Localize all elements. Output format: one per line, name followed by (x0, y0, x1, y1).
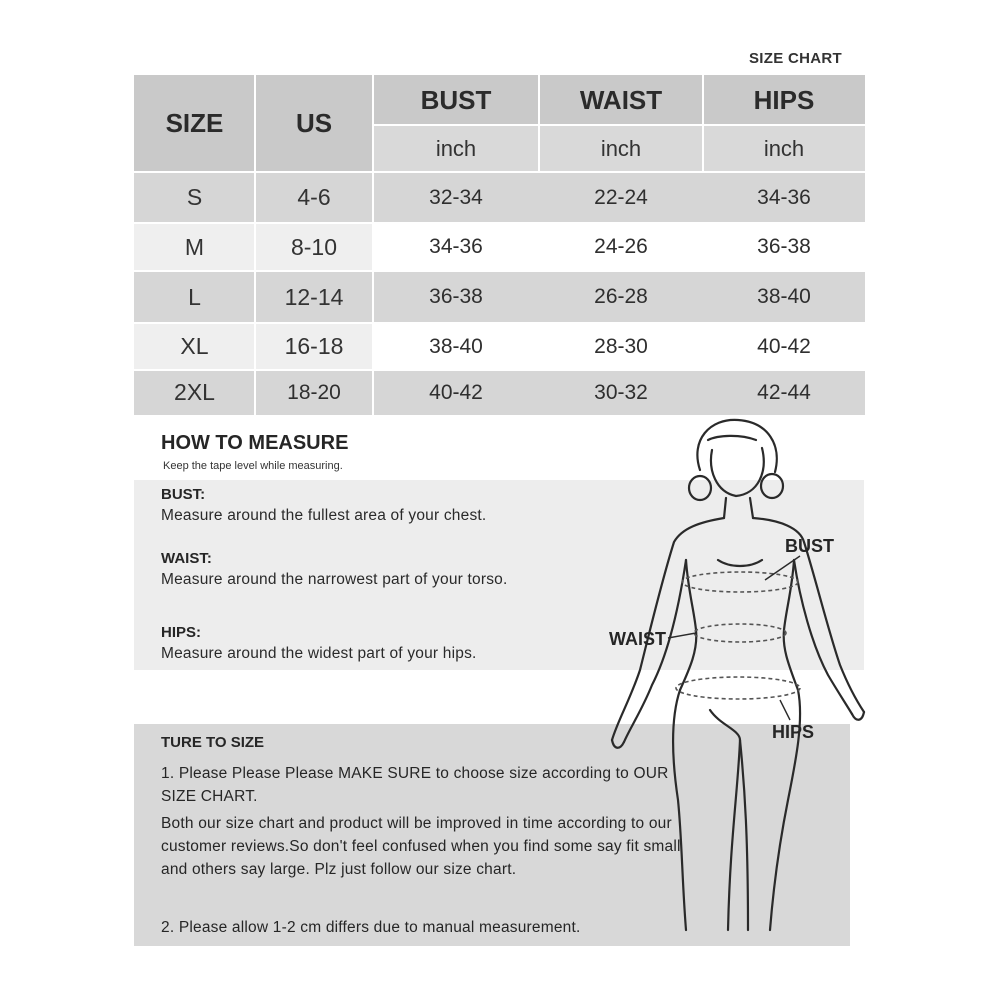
grid-line (134, 222, 865, 224)
header-size: SIZE (134, 75, 255, 172)
cell-us: 16-18 (255, 323, 373, 370)
grid-line (254, 75, 256, 415)
figure-bust-label: BUST (785, 536, 834, 556)
cell-waist: 26-28 (539, 271, 703, 323)
header-waist: WAIST (539, 75, 703, 125)
true-to-size-note-2: Both our size chart and product will be improved in time according to our customer reviews.So don't feel confused when you find some say fit small and others say large. Plz just follow our size chart. (161, 815, 681, 878)
cell-bust: 34-36 (373, 223, 539, 271)
size-chart-label: SIZE CHART (749, 50, 842, 67)
cell-us: 12-14 (255, 271, 373, 323)
cell-bust: 32-34 (373, 172, 539, 223)
grid-line (372, 75, 374, 415)
cell-hips: 40-42 (703, 323, 865, 370)
header-bust: BUST (373, 75, 539, 125)
cell-us: 8-10 (255, 223, 373, 271)
true-to-size-title: TURE TO SIZE (161, 734, 265, 751)
true-to-size-note-1: 1. Please Please Please MAKE SURE to choose size according to OUR SIZE CHART. (161, 765, 669, 805)
header-hips: HIPS (703, 75, 865, 125)
cell-bust: 40-42 (373, 370, 539, 415)
cell-size: M (134, 223, 255, 271)
waist-instruction: Measure around the narrowest part of your torso. (161, 571, 508, 588)
bust-label: BUST: (161, 486, 206, 503)
cell-hips: 42-44 (703, 370, 865, 415)
header-us: US (255, 75, 373, 172)
grid-line (134, 270, 865, 272)
grid-line (134, 171, 865, 173)
hips-instruction: Measure around the widest part of your hips. (161, 645, 477, 662)
cell-us: 4-6 (255, 172, 373, 223)
waist-label: WAIST: (161, 550, 212, 567)
cell-waist: 24-26 (539, 223, 703, 271)
cell-bust: 36-38 (373, 271, 539, 323)
figure-hips-label: HIPS (772, 722, 815, 742)
bust-instruction: Measure around the fullest area of your chest. (161, 507, 487, 524)
cell-hips: 34-36 (703, 172, 865, 223)
cell-size: S (134, 172, 255, 223)
cell-size: L (134, 271, 255, 323)
body-figure-illustration (590, 410, 880, 950)
cell-size: 2XL (134, 370, 255, 415)
cell-us: 18-20 (255, 370, 373, 415)
how-to-measure-title: HOW TO MEASURE (161, 432, 349, 454)
hips-label: HIPS: (161, 624, 202, 641)
cell-waist: 30-32 (539, 370, 703, 415)
grid-line (134, 369, 865, 371)
cell-hips: 36-38 (703, 223, 865, 271)
how-to-measure-subtitle: Keep the tape level while measuring. (163, 460, 343, 472)
cell-waist: 28-30 (539, 323, 703, 370)
cell-size: XL (134, 323, 255, 370)
cell-bust: 38-40 (373, 323, 539, 370)
grid-line (134, 322, 865, 324)
unit-waist: inch (539, 125, 703, 172)
figure-waist-label: WAIST (609, 629, 666, 649)
true-to-size-note-3: 2. Please allow 1-2 cm differs due to manual measurement. (161, 919, 581, 936)
unit-bust: inch (373, 125, 539, 172)
unit-hips: inch (703, 125, 865, 172)
cell-hips: 38-40 (703, 271, 865, 323)
cell-waist: 22-24 (539, 172, 703, 223)
grid-line (372, 124, 865, 126)
